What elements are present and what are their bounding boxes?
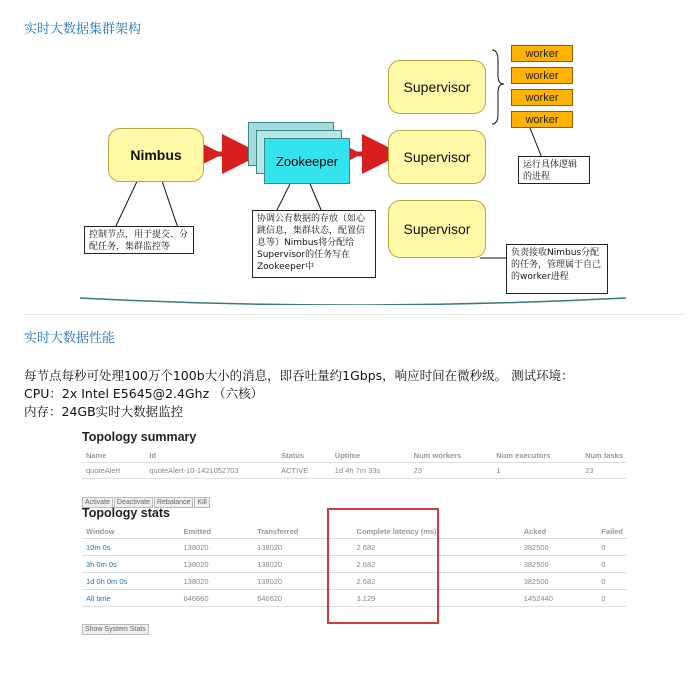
stats-acked: 382500 xyxy=(523,559,549,569)
description-line-3: 内存：24GB实时大数据监控 xyxy=(24,404,184,419)
pointer-zookeeper-note-2 xyxy=(310,184,322,212)
stats-latency: 3.129 xyxy=(356,593,376,603)
worker-box-1: worker xyxy=(511,45,573,62)
stats-transferred: 138020 xyxy=(257,542,283,552)
stats-window-link[interactable]: All time xyxy=(86,593,111,603)
stats-header-failed: Failed xyxy=(601,526,623,536)
diagram-bottom-edge xyxy=(80,298,626,305)
stats-latency: 2.682 xyxy=(356,576,376,586)
activate-button[interactable]: Activate xyxy=(82,497,113,508)
section-title-architecture: 实时大数据集群架构 xyxy=(24,22,142,37)
stats-acked: 382500 xyxy=(523,542,549,552)
section-title-performance: 实时大数据性能 xyxy=(24,331,116,346)
stats-failed: 0 xyxy=(601,559,606,569)
performance-description xyxy=(24,367,684,421)
summary-header-tasks: Num tasks xyxy=(585,450,623,460)
supervisor-box-3: Supervisor xyxy=(388,200,486,258)
kill-button[interactable]: Kill xyxy=(194,497,209,508)
worker-note: 运行具体逻辑的进程 xyxy=(518,156,590,184)
stats-transferred: 646620 xyxy=(257,593,283,603)
summary-header-workers: Num workers xyxy=(413,450,462,460)
stats-failed: 0 xyxy=(601,542,606,552)
summary-name[interactable]: quoteAlert xyxy=(86,466,121,475)
summary-header-executors: Num executors xyxy=(496,450,551,460)
description-line-1: 每节点每秒可处理100万个100b大小的消息，即吞吐量约1Gbps，响应时间在微秒级。 测试环境： xyxy=(24,368,574,383)
rebalance-button[interactable]: Rebalance xyxy=(154,497,193,508)
stats-window-link[interactable]: 1d 0h 0m 0s xyxy=(86,576,128,586)
supervisor-box-2: Supervisor xyxy=(388,130,486,184)
stats-acked: 382500 xyxy=(523,576,549,586)
summary-tasks: 23 xyxy=(585,466,594,475)
system-stats-area xyxy=(82,618,150,636)
stats-failed: 0 xyxy=(601,593,606,603)
latency-highlight-box xyxy=(327,508,439,624)
pointer-nimbus-note xyxy=(115,175,140,228)
summary-header-name: Name xyxy=(86,450,107,460)
worker-box-4: worker xyxy=(511,111,573,128)
summary-workers: 23 xyxy=(413,466,422,475)
worker-brace xyxy=(492,50,504,124)
pointer-zookeeper-note xyxy=(276,184,290,212)
summary-id: quoteAlert-10-1421052703 xyxy=(149,466,239,475)
stats-header-emitted: Emitted xyxy=(183,526,211,536)
stats-emitted: 138020 xyxy=(183,576,209,586)
topology-summary-title: Topology summary xyxy=(82,430,197,444)
stats-window-link[interactable]: 3h 0m 0s xyxy=(86,559,117,569)
divider xyxy=(24,314,684,315)
summary-header-status: Status xyxy=(281,450,305,460)
stats-transferred: 138020 xyxy=(257,559,283,569)
summary-uptime: 1d 4h 7m 33s xyxy=(334,466,381,475)
stats-header-transferred: Transferred xyxy=(257,526,299,536)
stats-header-acked: Acked xyxy=(523,526,547,536)
stats-window-link[interactable]: 10m 0s xyxy=(86,542,111,552)
summary-header-uptime: Uptime xyxy=(334,450,361,460)
pointer-nimbus-note-2 xyxy=(160,175,178,228)
stats-latency: 2.682 xyxy=(356,542,376,552)
stats-acked: 1452440 xyxy=(523,593,553,603)
zookeeper-note: 协调公有数据的存放（如心跳信息，集群状态，配置信息等）Nimbus将分配给Supervisor的任务写在Zookeeper中 xyxy=(252,210,376,278)
supervisor-note: 负责接收Nimbus分配的任务，管理属于自己的worker进程 xyxy=(506,244,608,294)
topology-summary-table xyxy=(82,448,627,479)
summary-executors: 1 xyxy=(496,466,501,475)
stats-header-latency: Complete latency (ms) xyxy=(356,526,437,536)
show-system-stats-button[interactable]: Show System Stats xyxy=(82,624,149,635)
architecture-diagram xyxy=(60,40,640,305)
nimbus-note: 控制节点，用于提交、分配任务，集群监控等 xyxy=(84,226,194,254)
summary-status: ACTIVE xyxy=(281,466,309,475)
description-line-2: CPU：2x Intel E5645@2.4Ghz （六核） xyxy=(24,386,264,401)
stats-failed: 0 xyxy=(601,576,606,586)
topology-stats-title: Topology stats xyxy=(82,506,170,520)
stats-emitted: 646660 xyxy=(183,593,209,603)
summary-header-id: Id xyxy=(149,450,157,460)
deactivate-button[interactable]: Deactivate xyxy=(114,497,153,508)
stats-emitted: 138020 xyxy=(183,559,209,569)
stats-transferred: 138020 xyxy=(257,576,283,586)
nimbus-box: Nimbus xyxy=(108,128,204,182)
zookeeper-box: Zookeeper xyxy=(264,138,350,184)
stats-emitted: 138020 xyxy=(183,542,209,552)
stats-header-window: Window xyxy=(86,526,115,536)
worker-box-3: worker xyxy=(511,89,573,106)
worker-box-2: worker xyxy=(511,67,573,84)
summary-row xyxy=(82,463,627,479)
pointer-worker-note xyxy=(530,128,542,158)
topology-screenshot xyxy=(82,428,630,638)
stats-latency: 2.682 xyxy=(356,559,376,569)
supervisor-box-1: Supervisor xyxy=(388,60,486,114)
